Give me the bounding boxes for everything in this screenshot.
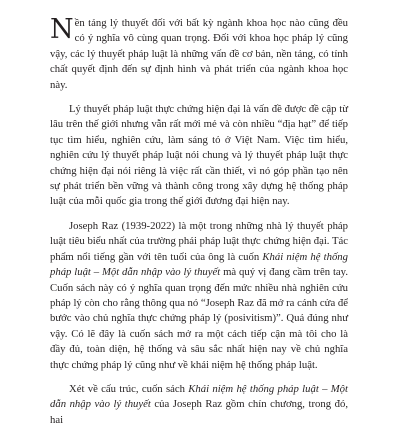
book-title: Khái niệm hệ thống pháp luật – Một dẫn nhập vào lý thuyết [50,250,348,279]
paragraph-4-text-b: của Joseph Raz gồm chín chương, trong đó, hai [50,398,348,426]
book-title: Khái niệm hệ thống pháp luật – Một dẫn nhập vào lý thuyết [50,382,348,411]
paragraph-2-text: Lý thuyết pháp luật thực chứng hiện đại là vấn đề được đề cập từ lâu trên thế giới nhưng vẫn rất mới mẻ và còn nhiều “địa hạt” để tiếp tục tìm hiểu, nghiên cứu, làm sáng tỏ ở Việt Nam. Việc tìm hiểu, nghiên cứu lý thuyết pháp luật nói chung và lý thuyết pháp luật thực chứng hiện đại nói riêng là việc rất cần thiết, vì nó góp phần tạo nên sự phát triển bền vững và thành công trong xây dựng hệ thống pháp luật của mỗi quốc gia trong thế giới đương đại hiện nay. [50,103,348,208]
paragraph-1-text: ền tảng lý thuyết đối với bất kỳ ngành khoa học nào cũng đều có ý nghĩa vô cùng quan trọng. Đối với khoa học pháp lý cũng vậy, các lý thuyết pháp luật là những vấn đề cơ bản, nền tảng, có tính chất quyết định đến sự định hình và phát triển của ngành khoa học này. [50,17,348,91]
paragraph-3-text-a: Joseph Raz (1939-2022) là một trong những nhà lý thuyết pháp luật tiêu biểu nhất của trường phái pháp luật thực chứng hiện đại. Tác phẩm nổi tiếng gần với tên tuổi của ông là cuốn [50,219,348,263]
paragraph-3 [50,219,348,373]
paragraph-4-text-a: Xét về cấu trúc, cuốn sách [69,382,189,395]
drop-cap: N [50,14,74,45]
paragraph-3-text-b: mà quý vị đang cầm trên tay. Cuốn sách này có ý nghĩa quan trọng đến mức nhiều nhà nghiên cứu pháp lý còn cho rằng thông qua nó “Joseph Raz đã mở ra cánh cửa để bước vào chủ nghĩa thực chứng pháp lý (posivitism)”. Quả đúng như vậy. Có lẽ đây là cuốn sách mở ra một cách tiếp cận mà tôi cho là đầy đủ, toàn diện, hệ thống và sâu sắc nhất hiện nay về chủ nghĩa thực chứng pháp lý cũng như về khái niệm hệ thống pháp luật. [50,266,348,371]
paragraph-1 [50,16,348,93]
page-body [50,16,348,437]
paragraph-4 [50,382,348,428]
paragraph-2 [50,102,348,210]
